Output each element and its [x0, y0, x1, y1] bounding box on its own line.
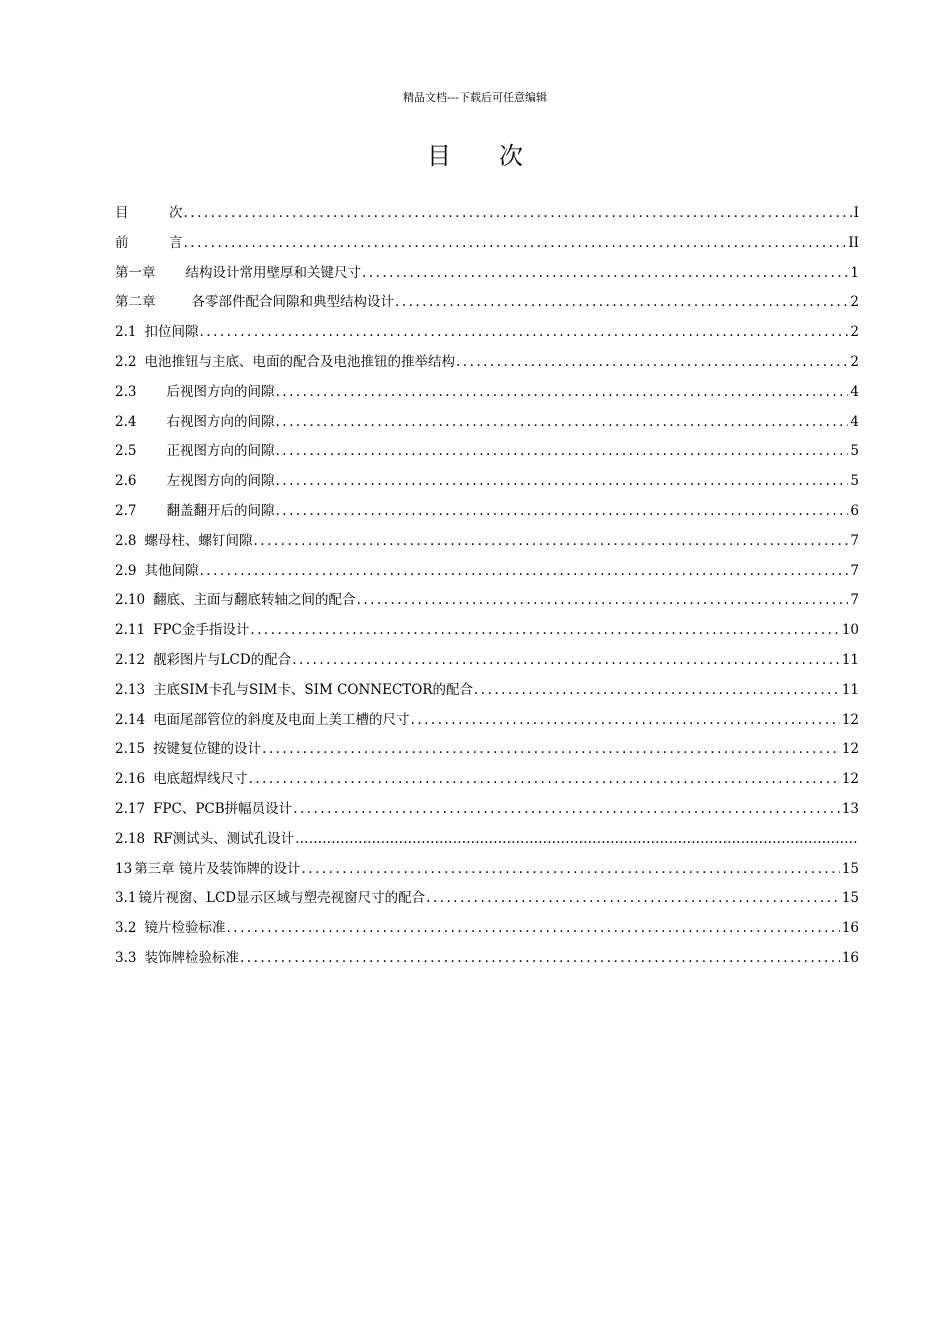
toc-entry-label: 扣位间隙	[144, 324, 199, 341]
toc-entry-number: 2.3	[115, 383, 137, 400]
toc-entry[interactable]	[115, 352, 859, 382]
toc-entry-number: 2.15	[115, 741, 146, 758]
toc-entry-page: 1	[850, 264, 859, 281]
toc-entry[interactable]	[115, 888, 859, 918]
toc-entry-page: II	[848, 234, 859, 251]
toc-entry-number: 3.1	[115, 890, 137, 907]
toc-entry-page: 15	[841, 890, 859, 907]
toc-entry-label: 按键复位键的设计	[153, 741, 262, 758]
toc-entry-label: 装饰牌检验标准	[144, 949, 239, 966]
toc-entry-number: 2.14	[115, 711, 146, 728]
toc-dot-leader	[275, 471, 848, 491]
toc-entry-page: 7	[850, 532, 859, 549]
toc-entry-page: 16	[841, 920, 859, 937]
toc-entry-page: 2	[850, 324, 859, 341]
page-header: 精品文档---下载后可任意编辑	[403, 91, 547, 104]
toc-dot-leader	[295, 829, 857, 849]
toc-entry-label: 右视图方向的间隙	[166, 413, 275, 430]
toc-entry-label: 主底SIM卡孔与SIM卡、SIM CONNECTOR的配合	[153, 681, 474, 698]
toc-entry-number: 2.10	[115, 592, 146, 609]
toc-entry-page: 12	[841, 711, 859, 728]
toc-dot-leader	[292, 650, 840, 670]
toc-entry-page: 12	[841, 741, 859, 758]
toc-dot-leader	[275, 382, 848, 402]
toc-entry-page: 4	[850, 413, 859, 430]
toc-entry[interactable]	[115, 292, 859, 322]
toc-entry-label: 电池推钮与主底、电面的配合及电池推钮的推举结构	[144, 353, 455, 370]
toc-entry[interactable]	[115, 739, 859, 769]
toc-entry-number: 2.17	[115, 800, 146, 817]
toc-entry-page: 2	[850, 353, 859, 370]
toc-dot-leader	[226, 918, 839, 938]
toc-entry-number: 2.6	[115, 473, 137, 490]
toc-entry-page: 11	[841, 681, 859, 698]
toc-entry[interactable]	[115, 859, 859, 889]
toc-entry[interactable]	[115, 412, 859, 442]
toc-title: 目 次	[427, 142, 523, 170]
toc-entry-label: 后视图方向的间隙	[166, 383, 275, 400]
toc-entry[interactable]	[115, 918, 859, 948]
toc-entry-label: 目 次	[115, 205, 183, 221]
toc-entry-number: 2.7	[115, 502, 137, 519]
toc-dot-leader	[456, 352, 848, 372]
toc-entry[interactable]	[115, 441, 859, 471]
toc-entry[interactable]	[115, 948, 859, 978]
toc-dot-leader	[362, 263, 848, 283]
toc-entry-page: 5	[850, 473, 859, 490]
toc-entry[interactable]	[115, 710, 859, 740]
toc-entry[interactable]	[115, 829, 859, 859]
toc-entry-label: 螺母柱、螺钉间隙	[144, 532, 253, 549]
toc-entry-number: 3.3	[115, 949, 137, 966]
toc-entry[interactable]	[115, 680, 859, 710]
toc-entry-number: 2.2	[115, 353, 137, 370]
toc-entry-page: 5	[850, 443, 859, 460]
toc-entry-label: 各零部件配合间隙和典型结构设计	[191, 294, 394, 311]
toc-entry-page: I	[853, 205, 859, 221]
toc-dot-leader	[426, 888, 840, 908]
toc-entry[interactable]	[115, 531, 859, 561]
toc-entry-number: 3.2	[115, 920, 137, 937]
toc-entry-number: 13	[115, 860, 133, 877]
toc-entry[interactable]	[115, 203, 859, 233]
toc-dot-leader	[301, 859, 839, 879]
toc-entry-number: 2.18	[115, 830, 146, 847]
toc-entry-label: 其他间隙	[144, 562, 199, 579]
toc-entry-page: 12	[841, 771, 859, 788]
toc-entry-label: 左视图方向的间隙	[166, 473, 275, 490]
toc-entry[interactable]	[115, 263, 859, 293]
toc-entry-page: 6	[850, 502, 859, 519]
toc-entry-label: 第三章 镜片及装饰牌的设计	[134, 860, 301, 877]
toc-entry[interactable]	[115, 769, 859, 799]
toc-entry[interactable]	[115, 561, 859, 591]
toc-entry-page: 7	[850, 592, 859, 609]
toc-entry-label: 电底超焊线尺寸	[153, 771, 248, 788]
toc-dot-leader	[240, 948, 840, 968]
toc-dot-leader	[275, 501, 848, 521]
toc-dot-leader	[357, 590, 849, 610]
toc-entry-label: 镜片视窗、LCD显示区域与塑壳视窗尺寸的配合	[138, 890, 426, 907]
toc-entry-number: 2.5	[115, 443, 137, 460]
toc-entry[interactable]	[115, 799, 859, 829]
toc-dot-leader	[184, 233, 847, 253]
toc-dot-leader	[250, 620, 839, 640]
toc-entry[interactable]	[115, 650, 859, 680]
toc-dot-leader	[249, 769, 840, 789]
toc-entry[interactable]	[115, 620, 859, 650]
toc-entry-number: 2.1	[115, 324, 137, 341]
toc-dot-leader	[474, 680, 840, 700]
toc-dot-leader	[275, 412, 848, 432]
toc-entry-label: 镜片检验标准	[144, 920, 226, 937]
toc-entry-number: 第二章	[115, 294, 156, 311]
toc-entry-label: 靓彩图片与LCD的配合	[153, 651, 292, 668]
toc-entry-number: 2.8	[115, 532, 137, 549]
toc-dot-leader	[293, 799, 840, 819]
toc-entry-label: 翻盖翻开后的间隙	[166, 502, 275, 519]
toc-entry-page: 15	[841, 860, 859, 877]
toc-entry-number: 第一章	[115, 264, 156, 281]
toc-entry[interactable]	[115, 471, 859, 501]
toc-entry-label: FPC、PCB拼幅员设计	[153, 800, 293, 817]
toc-entry-number: 2.4	[115, 413, 137, 430]
toc-entry-page: 16	[841, 949, 859, 966]
toc-entry-label: 翻底、主面与翻底转轴之间的配合	[153, 592, 356, 609]
toc-entry[interactable]	[115, 382, 859, 412]
toc-entry-number: 2.12	[115, 651, 146, 668]
toc-entry[interactable]	[115, 590, 859, 620]
toc-entry-label: 正视图方向的间隙	[166, 443, 275, 460]
toc-dot-leader	[262, 739, 840, 759]
toc-entry-page: 2	[850, 294, 859, 311]
toc-entry-label: FPC金手指设计	[153, 622, 250, 639]
toc-entry-label: 结构设计常用壁厚和关键尺寸	[185, 264, 361, 281]
toc-dot-leader	[199, 561, 848, 581]
toc-entry-label: RF测试头、测试孔设计	[153, 830, 295, 847]
toc-entry-page: 13	[841, 800, 859, 817]
toc-entry-label: 前 言	[115, 234, 183, 251]
toc-dot-leader	[253, 531, 848, 551]
toc-dot-leader	[395, 292, 848, 312]
toc-entry-number: 2.13	[115, 681, 146, 698]
toc-entry[interactable]	[115, 233, 859, 263]
toc-entry-page: 10	[841, 622, 859, 639]
table-of-contents	[115, 203, 859, 978]
toc-entry-number: 2.16	[115, 771, 146, 788]
toc-dot-leader	[184, 203, 852, 223]
toc-dot-leader	[411, 710, 840, 730]
toc-entry-page: 4	[850, 383, 859, 400]
toc-entry-label: 电面尾部管位的斜度及电面上美工槽的尺寸	[153, 711, 410, 728]
toc-dot-leader	[199, 322, 848, 342]
toc-entry-number: 2.9	[115, 562, 137, 579]
toc-entry-page: 7	[850, 562, 859, 579]
toc-entry[interactable]	[115, 322, 859, 352]
toc-entry-number: 2.11	[115, 622, 146, 639]
toc-entry-page: 11	[841, 651, 859, 668]
toc-entry[interactable]	[115, 501, 859, 531]
toc-dot-leader	[275, 441, 848, 461]
